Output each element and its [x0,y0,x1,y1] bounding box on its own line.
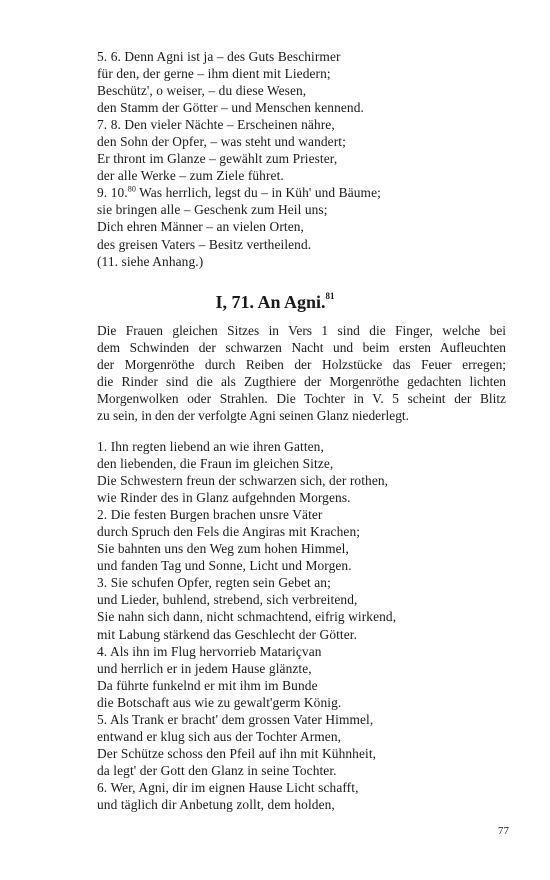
verse-line: entwand er klug sich aus der Tochter Armen, [97,728,342,744]
verse-number: 9. 10. [97,185,128,201]
verse-line: den liebenden, die Fraun im gleichen Sitze, [97,456,334,472]
verse-line: 3. Sie schufen Opfer, regten sein Gebet an; [97,575,331,591]
verse-line: Sie nahn sich dann, nicht schmachtend, eifrig wirkend, [97,609,397,625]
footnote-marker[interactable]: 80 [127,184,136,194]
intro-line: der Morgenröthe durch Reiben der Holzstücke das Feuer erregen; [97,357,506,373]
verse-line: da legt' der Gott den Glanz in seine Tochter. [97,762,337,778]
verse-line: Sie bahnten uns den Weg zum hohen Himmel, [97,541,349,557]
page-number: 77 [498,825,509,837]
verse-line: Er thront im Glanze – gewählt zum Priester, [97,151,338,167]
intro-paragraph [97,322,506,425]
verse-line: durch Spruch den Fels die Angiras mit Krachen; [97,524,361,540]
verse-block-top [97,48,517,270]
verse-line: für den, der gerne – ihm dient mit Liedern; [97,66,331,82]
verse-line: und herrlich er in jedem Hause glänzte, [97,660,312,676]
verse-line-with-footnote [97,184,517,201]
intro-line: Morgenwolken oder Strahlen. Die Tochter in V. 5 scheint der Blitz [97,391,506,407]
verse-line: 1. Ihn regten liebend an wie ihren Gatten, [97,439,324,454]
verse-line: und täglich dir Anbetung zollt, dem holden, [97,796,335,812]
verse-line: wie Rinder des in Glanz aufgehnden Morgens. [97,490,351,506]
verse-line: der alle Werke – zum Ziele führet. [97,168,284,184]
intro-line: dem Schwinden der schwarzen Nacht und beim ersten Aufleuchten [97,340,506,356]
intro-line: zu sein, in den der verfolgte Agni seinen Glanz niederlegt. [97,408,409,424]
verse-line: und fanden Tag und Sonne, Licht und Morgen. [97,558,352,574]
intro-line: Die Frauen gleichen Sitzes in Vers 1 sind die Finger, welche bei [97,323,506,338]
verse-line: 7. 8. Den vieler Nächte – Erscheinen nähre, [97,117,335,133]
verse-text: Was herrlich, legst du – in Küh' und Bäume; [135,185,381,201]
verse-line: Beschütz', o weiser, – du diese Wesen, [97,83,307,99]
hymn-heading [0,291,550,313]
verse-line: Dich ehren Männer – an vielen Orten, [97,219,304,235]
verse-line: Da führte funkelnd er mit ihm im Bunde [97,677,318,693]
verse-line: 4. Als ihn im Flug hervorrieb Matariçvan [97,643,322,659]
hymn-title: I, 71. An Agni. [215,292,326,312]
verse-line: 5. 6. Denn Agni ist ja – des Guts Beschirmer [97,49,341,64]
verse-block-bottom [97,438,517,813]
verse-line: des greisen Vaters – Besitz vertheilend. [97,236,312,252]
verse-line: Die Schwestern freun der schwarzen sich, der rothen, [97,473,389,489]
verse-line: mit Labung stärkend das Geschlecht der Götter. [97,626,358,642]
verse-line: und Lieder, buhlend, strebend, sich verbreitend, [97,592,358,608]
intro-line: die Rinder sind die als Zugthiere der Morgenröthe gedachten lichten [97,374,506,390]
verse-line: 6. Wer, Agni, dir im eignen Hause Licht schafft, [97,779,359,795]
verse-line: Der Schütze schoss den Pfeil auf ihn mit Kühnheit, [97,745,377,761]
verse-line: 5. Als Trank er bracht' dem grossen Vater Himmel, [97,711,374,727]
verse-line: den Stamm der Götter – und Menschen kennend. [97,100,364,116]
verse-line: sie bringen alle – Geschenk zum Heil uns; [97,202,328,218]
verse-line: den Sohn der Opfer, – was steht und wandert; [97,134,346,150]
footnote-marker[interactable]: 81 [325,291,335,301]
verse-line: 2. Die festen Burgen brachen unsre Väter [97,507,323,523]
appendix-note: (11. siehe Anhang.) [97,253,204,269]
verse-line: die Botschaft aus wie zu gewalt'germ König. [97,694,342,710]
